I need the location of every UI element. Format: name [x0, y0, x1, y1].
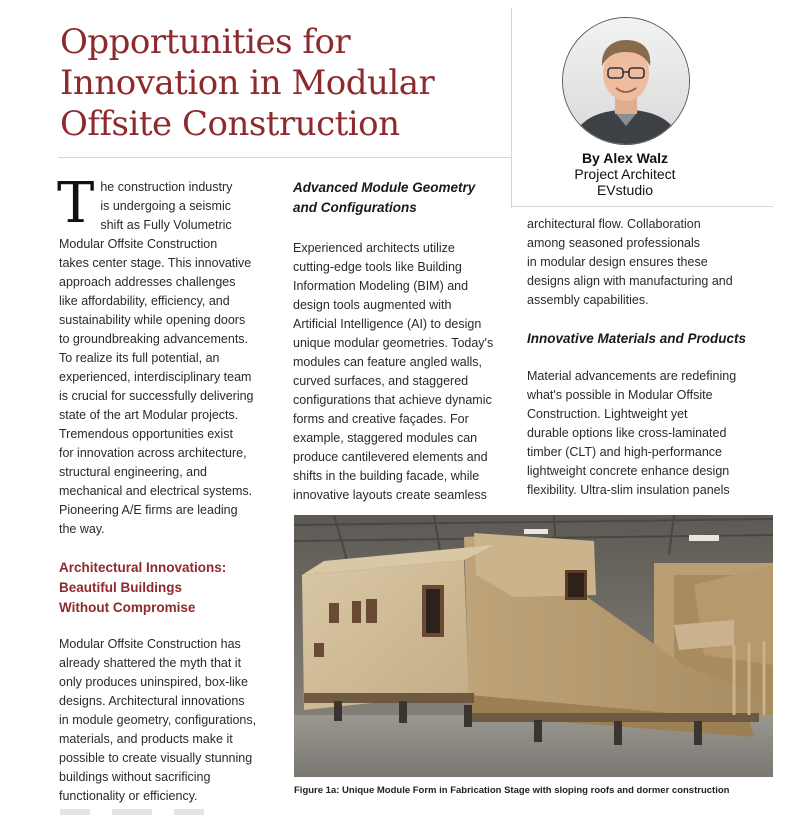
continued-paragraph — [527, 215, 767, 310]
author-name: By Alex Walz — [581, 150, 669, 166]
heading-line: Architectural Innovations: — [59, 560, 227, 575]
text-line: produce cantilevered elements and — [293, 450, 488, 464]
body-paragraph — [59, 635, 264, 806]
text-line: for innovation across architecture, — [59, 446, 247, 460]
author-byline — [520, 150, 730, 198]
text-line: in modular design ensures these — [527, 255, 708, 269]
text-line: materials, and products make it — [59, 732, 233, 746]
column-1 — [57, 171, 264, 806]
text-line: already shattered the myth that it — [59, 656, 242, 670]
text-line: durable options like cross-laminated — [527, 426, 727, 440]
text-line: designs. Architectural innovations — [59, 694, 245, 708]
text-line: Modular Offsite Construction has — [59, 637, 241, 651]
text-line: Information Modeling (BIM) and — [293, 279, 469, 293]
author-role: Project Architect — [574, 166, 676, 182]
text-line: possible to create visually stunning — [59, 751, 253, 765]
heading-line: Innovative Materials and Products — [527, 331, 747, 346]
title-line: Opportunities for — [60, 22, 351, 62]
text-line: forms and creative façades. For — [293, 412, 469, 426]
text-line: structural engineering, and — [59, 465, 208, 479]
text-line: like affordability, efficiency, and — [59, 294, 230, 308]
text-line: among seasoned professionals — [527, 236, 701, 250]
text-line: unique modular geometries. Today's — [293, 336, 494, 350]
title-line: Innovation in Modular — [60, 63, 435, 103]
text-line: state of the art Modular projects. — [59, 408, 239, 422]
page-footer-bar — [60, 802, 560, 808]
title-line: Offsite Construction — [60, 104, 400, 144]
drop-cap: T — [57, 171, 95, 236]
section-heading-materials — [527, 329, 767, 349]
column-2 — [293, 178, 498, 505]
text-line: Modular Offsite Construction — [59, 237, 218, 251]
vertical-divider — [511, 8, 512, 208]
section-heading-architectural — [59, 558, 264, 618]
text-line: cutting-edge tools like Building — [293, 260, 462, 274]
text-line: mechanical and electrical systems. — [59, 484, 253, 498]
text-line: lightweight concrete enhance design — [527, 464, 730, 478]
text-line: Construction. Lightweight yet — [527, 407, 688, 421]
text-line: To realize its full potential, an — [59, 351, 220, 365]
text-line: buildings without sacrificing — [59, 770, 211, 784]
text-line: Tremendous opportunities exist — [59, 427, 233, 441]
text-line: what's possible in Modular Offsite — [527, 388, 713, 402]
text-line: is undergoing a seismic — [100, 199, 231, 213]
text-line: the way. — [59, 522, 105, 536]
text-line: design tools augmented with — [293, 298, 452, 312]
text-line: shifts in the building facade, while — [293, 469, 480, 483]
text-line: shift as Fully Volumetric — [100, 218, 232, 232]
text-line: is crucial for successfully delivering — [59, 389, 254, 403]
text-line: assembly capabilities. — [527, 293, 649, 307]
text-line: timber (CLT) and high-performance — [527, 445, 722, 459]
text-line: flexibility. Ultra-slim insulation panels — [527, 483, 730, 497]
text-line: Pioneering A/E firms are leading — [59, 503, 238, 517]
text-line: Artificial Intelligence (AI) to design — [293, 317, 482, 331]
text-line: designs align with manufacturing and — [527, 274, 733, 288]
title-divider — [58, 157, 511, 158]
text-line: takes center stage. This innovative — [59, 256, 252, 270]
text-line: curved surfaces, and staggered — [293, 374, 469, 388]
text-line: he construction industry — [100, 180, 233, 194]
heading-line: Without Compromise — [59, 600, 196, 615]
text-line: experienced, interdisciplinary team — [59, 370, 252, 384]
heading-line: Beautiful Buildings — [59, 580, 182, 595]
figure-caption: Figure 1a: Unique Module Form in Fabrication Stage with sloping roofs and dormer construction — [294, 785, 730, 796]
article-title — [60, 22, 500, 145]
text-line: only produces uninspired, box-like — [59, 675, 248, 689]
text-line: example, staggered modules can — [293, 431, 478, 445]
heading-line: Advanced Module Geometry — [293, 180, 476, 195]
text-line: in module geometry, configurations, — [59, 713, 257, 727]
text-line: approach addresses challenges — [59, 275, 236, 289]
body-paragraph — [293, 239, 498, 505]
figure-photo-modular-unit — [294, 515, 773, 777]
heading-line: and Configurations — [293, 200, 417, 215]
text-line: modules can feature angled walls, — [293, 355, 483, 369]
author-company: EVstudio — [596, 182, 654, 198]
text-line: sustainability while opening doors — [59, 313, 246, 327]
section-heading-geometry — [293, 178, 498, 218]
text-line: to groundbreaking advancements. — [59, 332, 249, 346]
text-line: functionality or efficiency. — [59, 789, 198, 803]
text-line: Experienced architects utilize — [293, 241, 455, 255]
author-portrait — [562, 17, 690, 145]
text-line: Material advancements are redefining — [527, 369, 737, 383]
text-line: innovative layouts create seamless — [293, 488, 487, 502]
body-paragraph — [527, 367, 767, 500]
column-3 — [527, 215, 767, 500]
text-line: configurations that achieve dynamic — [293, 393, 492, 407]
text-line: architectural flow. Collaboration — [527, 217, 701, 231]
author-divider — [511, 206, 773, 207]
